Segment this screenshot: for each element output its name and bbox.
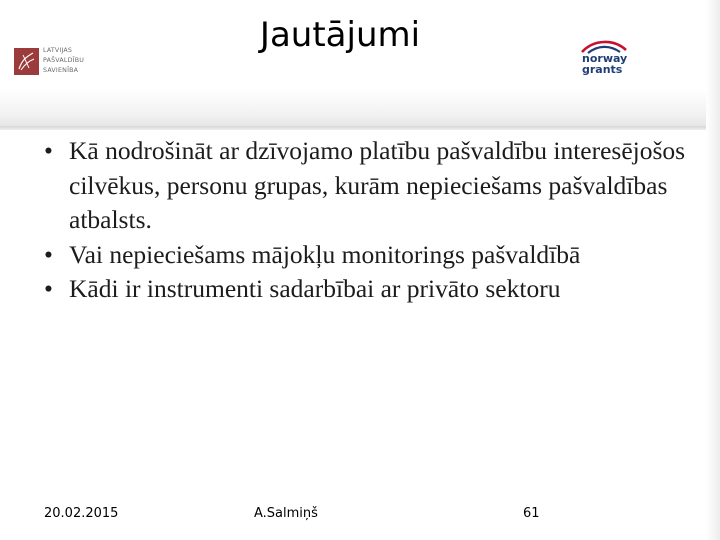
- norway-logo-text: [582, 54, 642, 75]
- bullet-marker: •: [44, 239, 53, 269]
- header-divider: [0, 126, 720, 130]
- bullet-marker: •: [44, 136, 53, 165]
- bullet-marker: •: [44, 274, 53, 303]
- slide-title: Jautājumi: [259, 15, 421, 55]
- bullet-list: [44, 134, 694, 307]
- footer-date: 20.02.2015: [44, 506, 119, 521]
- footer-author: A.Salmiņš: [254, 506, 318, 521]
- bullet-text: Vai nepieciešams mājokļu monitorings pašvaldībā: [69, 239, 581, 269]
- lps-line-3: SAVIENĪBA: [43, 67, 79, 74]
- lps-line-2: PAŠVALDĪBU: [43, 57, 85, 64]
- right-edge-shade: [706, 0, 720, 540]
- bullet-item: [44, 134, 694, 238]
- lps-logo-text: [43, 46, 103, 76]
- norway-line-1: norway: [582, 52, 628, 65]
- bullet-text: Kā nodrošināt ar dzīvojamo platību pašvaldību interesējošos cilvēkus, personu grupas, kurām nepieciešams pašvaldības atbalsts.: [69, 136, 686, 234]
- bullet-text: Kādi ir instrumenti sadarbībai ar privāto sektoru: [69, 274, 561, 303]
- slide-number: 61: [523, 506, 540, 521]
- norway-grants-logo: [578, 40, 638, 80]
- lps-logo: [14, 46, 94, 78]
- lps-emblem-icon: [14, 48, 39, 75]
- bullet-item: [44, 238, 694, 273]
- norway-line-2: grants: [582, 62, 623, 76]
- bullet-item: [44, 272, 694, 307]
- lps-line-1: LATVIJAS: [43, 47, 73, 54]
